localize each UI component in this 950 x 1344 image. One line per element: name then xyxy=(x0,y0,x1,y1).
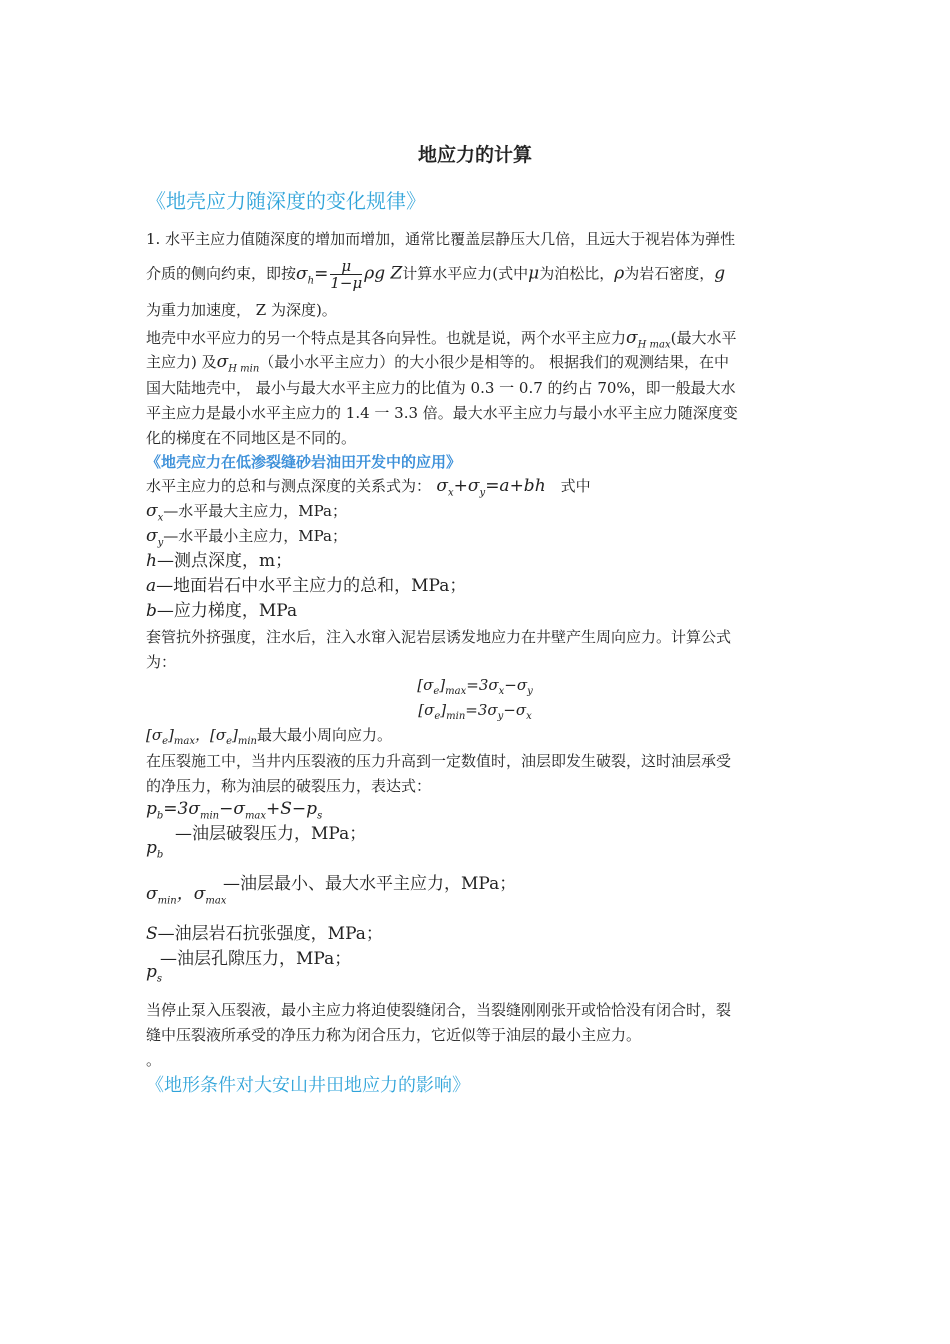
def-S: S—油层岩石抗张强度，MPa； xyxy=(146,924,383,944)
formula-sigma-h: $\sigma_h=$ xyxy=(296,263,329,286)
def-sigma-x: $\sigma_x—$水平最大主应力，MPa； xyxy=(146,501,347,524)
para2-line2: 主应力) 及$\sigma_{H min}$（最小水平主应力）的大小很少是相等的。 根据我们的观测结果，在中 xyxy=(146,352,730,375)
para4-line2: 为： xyxy=(146,653,177,671)
section-heading-2: 《地壳应力在低渗裂缝砂岩油田开发中的应用》 xyxy=(146,453,462,471)
formula-fraction: $\frac{\mu}{1-\mu}$ xyxy=(330,257,363,292)
para2-line3: 国大陆地壳中， 最小与最大水平主应力的比值为 0.3 一 0.7 的约占 70%，即一般最大水 xyxy=(146,379,736,397)
section-heading-3: 《地形条件对大安山井田地应力的影响》 xyxy=(146,1075,470,1096)
para4-line1: 套管抗外挤强度，注水后，注入水窜入泥岩层诱发地应力在井壁产生周向应力。计算公式 xyxy=(146,628,732,646)
def-b: b—应力梯度，MPa xyxy=(146,601,298,621)
def-pb: —油层破裂压力，MPa； xyxy=(175,824,367,844)
symbol-sigma-min-max: $\sigma_{min}$，$\sigma_{max}$ xyxy=(146,884,227,907)
def-a: a—地面岩石中水平主应力的总和，MPa； xyxy=(146,576,467,596)
formula-pb: $p_b=3\sigma_{min}-\sigma_{max}+S-p_s$ xyxy=(146,799,323,822)
def-h: h—测点深度，m； xyxy=(146,551,293,571)
para3-line1: 水平主应力的总和与测点深度的关系式为： $\sigma_x+\sigma_y=a+bh$ 式中 xyxy=(146,476,591,499)
para1-line1: 1. 水平主应力值随深度的增加而增加，通常比覆盖层静压大几倍，且远大于视岩体为弹性 xyxy=(146,230,736,248)
para7-line2: 缝中压裂液所承受的净压力称为闭合压力，它近似等于油层的最小主应力。 xyxy=(146,1026,642,1044)
symbol-pb: $p_b$ xyxy=(146,838,164,861)
para2-line1: 地壳中水平应力的另一个特点是其各向异性。也就是说，两个水平主应力$\sigma_{H max}$(最大水平 xyxy=(146,328,737,351)
para5: $[\sigma_e]_{max}$，$[\sigma_e]_{min}$最大最小周向应力。 xyxy=(146,726,392,747)
para1-line3: 为重力加速度， Z 为深度)。 xyxy=(146,301,337,319)
para6-line1: 在压裂施工中，当井内压裂液的压力升高到一定数值时，油层即发生破裂，这时油层承受 xyxy=(146,752,732,770)
symbol-ps: $p_s$ xyxy=(146,962,163,985)
para2-line5: 化的梯度在不同地区是不同的。 xyxy=(146,429,357,447)
def-sigma-min-max: —油层最小、最大水平主应力，MPa； xyxy=(223,874,517,894)
formula-sigma-e-min: $[\sigma_e]_{min}=3\sigma_y-\sigma_x$ xyxy=(418,701,532,722)
def-sigma-y: $\sigma_y—$水平最小主应力，MPa； xyxy=(146,526,347,549)
page-title: 地应力的计算 xyxy=(417,144,532,166)
formula-sigma-e-max: $[\sigma_e]_{max}=3\sigma_x-\sigma_y$ xyxy=(417,676,533,697)
section-heading-1: 《地壳应力随深度的变化规律》 xyxy=(146,189,426,213)
para7-line1: 当停止泵入压裂液，最小主应力将迫使裂缝闭合，当裂缝刚刚张开或恰恰没有闭合时，裂 xyxy=(146,1001,732,1019)
para7-line3: 。 xyxy=(146,1051,162,1069)
def-ps: —油层孔隙压力，MPa； xyxy=(160,949,352,969)
para6-line2: 的净压力，称为油层的破裂压力，表达式： xyxy=(146,777,432,795)
para1-line2: 介质的侧向约束，即按$\sigma_h=$ $\frac{\mu}{1-\mu}$ ρg Z计算水平应力(式中μ为泊松比，ρ为岩石密度，g xyxy=(146,257,726,292)
para2-line4: 平主应力是最小水平主应力的 1.4 一 3.3 倍。最大水平主应力与最小水平主应力随深度变 xyxy=(146,404,738,422)
